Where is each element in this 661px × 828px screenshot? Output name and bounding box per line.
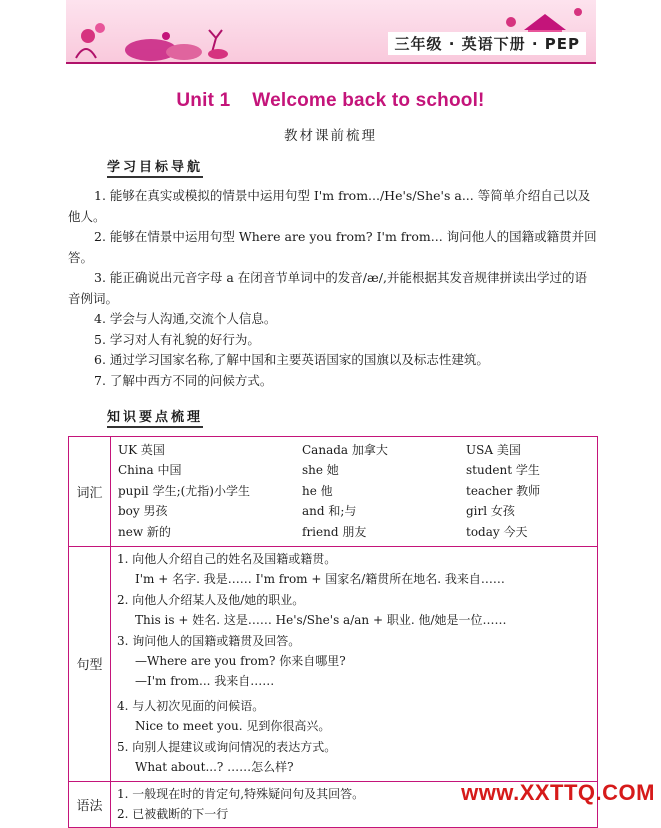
vocab-label: 词汇 xyxy=(69,437,111,547)
vocab-item: girl 女孩 xyxy=(466,504,515,519)
vocab-item: and 和;与 xyxy=(302,504,357,519)
header-band xyxy=(66,0,596,62)
vocab-grid xyxy=(112,438,596,545)
vocab-item: USA 美国 xyxy=(466,443,521,457)
sentence-point: 2. 向他人介绍某人及他/她的职业。 xyxy=(117,592,305,607)
sentence-point: 1. 向他人介绍自己的姓名及国籍或籍贯。 xyxy=(117,552,337,567)
vocab-item: new 新的 xyxy=(118,524,171,539)
knowledge-table xyxy=(68,436,598,828)
watermark: www.XXTTQ.COM xyxy=(461,780,655,805)
sentence-cell xyxy=(111,547,598,781)
goal-item: 7. 了解中西方不同的问候方式。 xyxy=(94,372,273,388)
header-divider xyxy=(66,62,596,64)
vocab-item: China 中国 xyxy=(118,463,182,478)
sentence-point: 3. 询问他人的国籍或籍贯及回答。 xyxy=(117,633,301,648)
grammar-label: 语法 xyxy=(69,781,111,828)
sentence-label: 句型 xyxy=(69,547,111,781)
knowledge-heading: 知识要点梳理 xyxy=(107,406,203,428)
plant-decoration xyxy=(208,30,228,59)
vocab-item: boy 男孩 xyxy=(118,504,168,519)
vocab-item: student 学生 xyxy=(466,463,540,478)
goal-item: 6. 通过学习国家名称,了解中国和主要英语国家的国旗以及标志性建筑。 xyxy=(94,352,489,367)
vocab-item: he 他 xyxy=(302,483,333,498)
sentence-point: 5. 向别人提建议或询问情况的表达方式。 xyxy=(117,739,337,754)
vocab-item: friend 朋友 xyxy=(302,524,367,539)
vocab-item: teacher 教师 xyxy=(466,483,541,498)
grammar-point: 1. 一般现在时的肯定句,特殊疑问句及其回答。 xyxy=(117,786,365,801)
vocab-item: UK 英国 xyxy=(118,443,165,457)
goal-item: 2. 能够在情景中运用句型 Where are you from? I'm from... 询问他人的国籍或籍贯并回答。 xyxy=(68,229,597,265)
sentence-example: Nice to meet you. 见到你很高兴。 xyxy=(135,719,331,734)
vocab-item: Canada 加拿大 xyxy=(302,443,388,457)
book-title: 三年级 · 英语下册 · PEP xyxy=(388,32,586,55)
grammar-point: 2. 已被截断的下一行 xyxy=(117,806,229,821)
goal-item: 4. 学会与人沟通,交流个人信息。 xyxy=(94,311,277,326)
vocab-item: pupil 学生;(尤指)小学生 xyxy=(118,483,250,498)
vocab-item: today 今天 xyxy=(466,524,528,539)
goal-item: 5. 学习对人有礼貌的好行为。 xyxy=(94,331,260,347)
sentence-example: This is + 姓名. 这是…… He's/She's a/an + 职业. 他/她是一位…… xyxy=(135,613,507,628)
sentence-point: 4. 与人初次见面的问候语。 xyxy=(117,698,265,713)
hills-decoration xyxy=(125,32,202,61)
goal-item: 3. 能正确说出元音字母 a 在闭音节单词中的发音/æ/,并能根据其发音规律拼读出学过的语音例词。 xyxy=(68,270,587,306)
goals-list xyxy=(68,186,598,391)
subtitle: 教材课前梳理 xyxy=(284,128,377,144)
goal-item: 1. 能够在真实或模拟的情景中运用句型 I'm from.../He's/She's a... 等简单介绍自己以及他人。 xyxy=(68,188,591,224)
vocab-row xyxy=(69,437,598,547)
sentence-example: —I'm from... 我来自…… xyxy=(135,674,275,689)
vocab-cell xyxy=(111,437,598,547)
unit-title: Unit 1 Welcome back to school! xyxy=(176,90,485,111)
sentence-example: I'm + 名字. 我是…… I'm from + 国家名/籍贯所在地名. 我来自…… xyxy=(135,572,505,587)
sentence-example: What about...? ……怎么样? xyxy=(135,760,294,775)
sentence-example: —Where are you from? 你来自哪里? xyxy=(135,654,346,669)
flower-decoration xyxy=(76,23,105,58)
goals-heading: 学习目标导航 xyxy=(107,156,203,178)
vocab-item: she 她 xyxy=(302,463,339,478)
sentence-row xyxy=(69,547,598,781)
